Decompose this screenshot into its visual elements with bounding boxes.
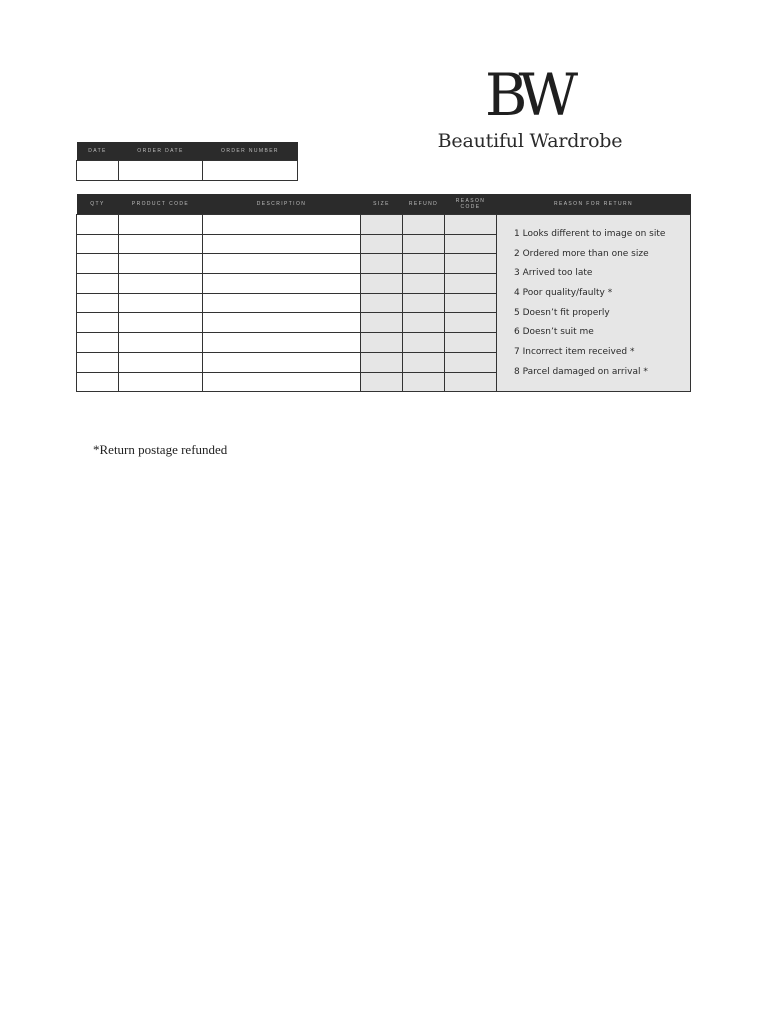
order-date-field[interactable] [119, 161, 203, 181]
reason-code-cell[interactable] [445, 274, 497, 294]
qty-cell[interactable] [77, 274, 119, 294]
reason-code-cell[interactable] [445, 234, 497, 254]
brand-logo [428, 62, 632, 152]
return-items-table [76, 194, 691, 392]
order-input-row [77, 161, 298, 181]
refund-cell[interactable] [403, 293, 445, 313]
header-product-code: PRODUCT CODE [119, 194, 203, 215]
qty-cell[interactable] [77, 352, 119, 372]
refund-cell[interactable] [403, 215, 445, 235]
size-cell[interactable] [361, 254, 403, 274]
header-reason-for-return: REASON FOR RETURN [497, 194, 691, 215]
reason-item: 8 Parcel damaged on arrival * [514, 366, 648, 377]
product-code-cell[interactable] [119, 293, 203, 313]
header-order-date: ORDER DATE [119, 142, 203, 161]
brand-name: Beautiful Wardrobe [437, 130, 623, 152]
description-cell[interactable] [203, 372, 361, 392]
description-cell[interactable] [203, 215, 361, 235]
reason-code-cell[interactable] [445, 293, 497, 313]
logo-monogram: BW [484, 61, 570, 129]
size-cell[interactable] [361, 215, 403, 235]
product-code-cell[interactable] [119, 274, 203, 294]
refund-cell[interactable] [403, 274, 445, 294]
header-refund: REFUND [403, 194, 445, 215]
reason-code-cell[interactable] [445, 215, 497, 235]
reason-code-cell[interactable] [445, 352, 497, 372]
qty-cell[interactable] [77, 293, 119, 313]
order-info-table [76, 142, 298, 181]
product-code-cell[interactable] [119, 333, 203, 353]
header-order-number: ORDER NUMBER [203, 142, 298, 161]
description-cell[interactable] [203, 293, 361, 313]
header-size: SIZE [361, 194, 403, 215]
qty-cell[interactable] [77, 254, 119, 274]
size-cell[interactable] [361, 333, 403, 353]
product-code-cell[interactable] [119, 254, 203, 274]
reason-code-cell[interactable] [445, 333, 497, 353]
qty-cell[interactable] [77, 215, 119, 235]
reason-item: 5 Doesn’t fit properly [514, 307, 610, 318]
refund-cell[interactable] [403, 254, 445, 274]
reason-item: 7 Incorrect item received * [514, 347, 635, 358]
description-cell[interactable] [203, 274, 361, 294]
qty-cell[interactable] [77, 333, 119, 353]
size-cell[interactable] [361, 372, 403, 392]
reason-item: 3 Arrived too late [514, 268, 593, 279]
size-cell[interactable] [361, 293, 403, 313]
table-row [77, 215, 691, 235]
description-cell[interactable] [203, 254, 361, 274]
reason-code-cell[interactable] [445, 313, 497, 333]
reason-item: 2 Ordered more than one size [514, 248, 649, 259]
date-field[interactable] [77, 161, 119, 181]
refund-cell[interactable] [403, 352, 445, 372]
header-reason-code: REASON CODE [445, 194, 497, 215]
product-code-cell[interactable] [119, 234, 203, 254]
refund-cell[interactable] [403, 234, 445, 254]
reason-item: 4 Poor quality/faulty * [514, 288, 613, 299]
reason-code-cell[interactable] [445, 254, 497, 274]
product-code-cell[interactable] [119, 372, 203, 392]
footnote: *Return postage refunded [93, 442, 228, 457]
reasons-list [497, 215, 691, 392]
product-code-cell[interactable] [119, 313, 203, 333]
refund-cell[interactable] [403, 313, 445, 333]
items-header-row [77, 194, 691, 215]
refund-cell[interactable] [403, 333, 445, 353]
reason-item: 6 Doesn’t suit me [514, 327, 594, 338]
order-number-field[interactable] [203, 161, 298, 181]
size-cell[interactable] [361, 352, 403, 372]
description-cell[interactable] [203, 333, 361, 353]
reason-code-cell[interactable] [445, 372, 497, 392]
size-cell[interactable] [361, 313, 403, 333]
qty-cell[interactable] [77, 313, 119, 333]
description-cell[interactable] [203, 313, 361, 333]
size-cell[interactable] [361, 234, 403, 254]
order-header-row [77, 142, 298, 161]
description-cell[interactable] [203, 352, 361, 372]
reason-item: 1 Looks different to image on site [514, 229, 666, 239]
refund-cell[interactable] [403, 372, 445, 392]
product-code-cell[interactable] [119, 352, 203, 372]
header-qty: QTY [77, 194, 119, 215]
header-date: DATE [77, 142, 119, 161]
qty-cell[interactable] [77, 234, 119, 254]
header-description: DESCRIPTION [203, 194, 361, 215]
qty-cell[interactable] [77, 372, 119, 392]
description-cell[interactable] [203, 234, 361, 254]
size-cell[interactable] [361, 274, 403, 294]
product-code-cell[interactable] [119, 215, 203, 235]
